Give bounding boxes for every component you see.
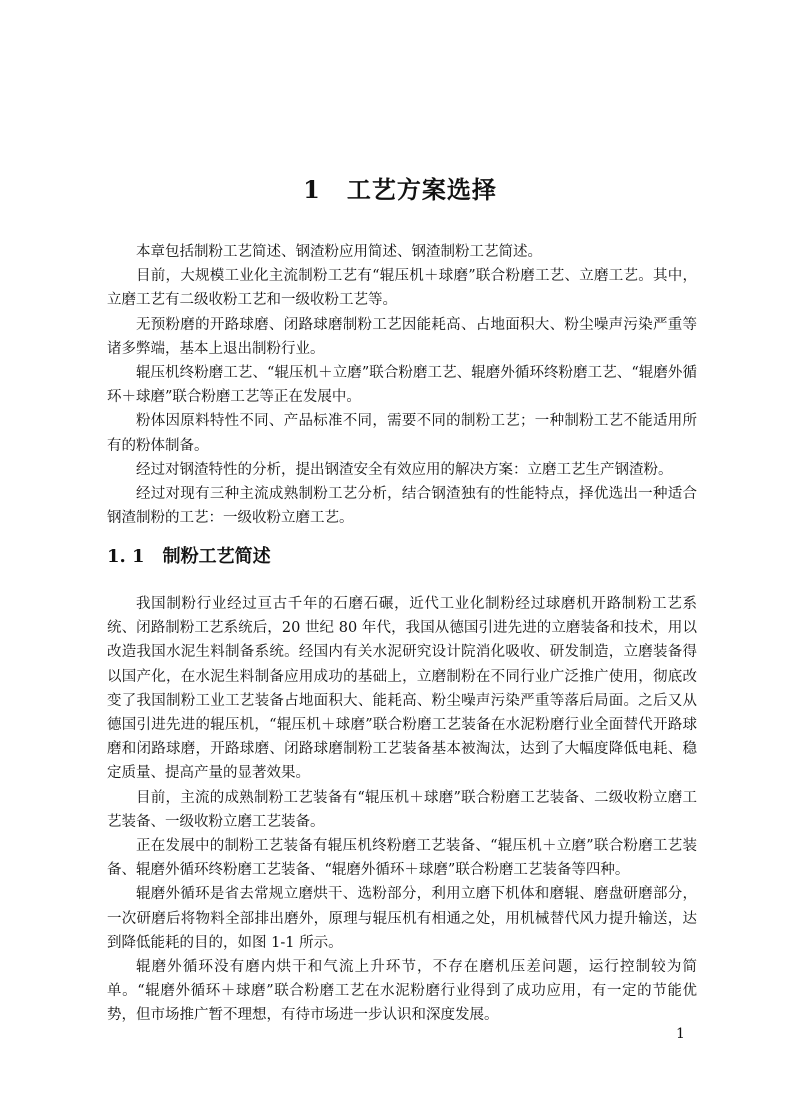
body-paragraph: 辊磨外循环是省去常规立磨烘干、选粉部分，利用立磨下机体和磨辊、磨盘研磨部分，一次研磨后将物料全部排出磨外，原理与辊压机有相通之处，用机械替代风力提升输送，达到降低能耗的目的，如图 1-1 所示。: [107, 886, 697, 951]
section-body: [107, 592, 697, 1028]
intro-paragraph: 本章包括制粉工艺简述、钢渣粉应用简述、钢渣制粉工艺简述。: [136, 244, 542, 260]
body-paragraph: 正在发展中的制粉工艺装备有辊压机终粉磨工艺装备、“辊压机＋立磨”联合粉磨工艺装备、辊磨外循环终粉磨工艺装备、“辊磨外循环＋球磨”联合粉磨工艺装备等四种。: [107, 838, 697, 879]
intro-paragraph: 目前，大规模工业化主流制粉工艺有“辊压机＋球磨”联合粉磨工艺、立磨工艺。其中，立磨工艺有二级收粉工艺和一级收粉工艺等。: [107, 268, 697, 309]
chapter-title: [0, 170, 800, 205]
body-paragraph: 辊磨外循环没有磨内烘干和气流上升环节，不存在磨机压差问题，运行控制较为简单。“辊磨外循环＋球磨”联合粉磨工艺在水泥粉磨行业得到了成功应用，有一定的节能优势，但市场推广暂不理想，有待市场进一步认识和深度发展。: [107, 959, 697, 1024]
intro-paragraph: 粉体因原料特性不同、产品标准不同，需要不同的制粉工艺；一种制粉工艺不能适用所有的粉体制备。: [107, 413, 697, 454]
intro-paragraph: 经过对现有三种主流成熟制粉工艺分析，结合钢渣独有的性能特点，择优选出一种适合钢渣制粉的工艺：一级收粉立磨工艺。: [107, 486, 697, 527]
intro-section: [107, 240, 697, 530]
intro-paragraph: 经过对钢渣特性的分析，提出钢渣安全有效应用的解决方案：立磨工艺生产钢渣粉。: [136, 461, 673, 478]
body-paragraph: 目前，主流的成熟制粉工艺装备有“辊压机＋球磨”联合粉磨工艺装备、二级收粉立磨工艺装备、一级收粉立磨工艺装备。: [107, 789, 697, 830]
intro-paragraph: 辊压机终粉磨工艺、“辊压机＋立磨”联合粉磨工艺、辊磨外循环终粉磨工艺、“辊磨外循环＋球磨”联合粉磨工艺等正在发展中。: [107, 365, 697, 406]
section-number: 1. 1: [107, 546, 145, 567]
chapter-title-text: 工艺方案选择: [346, 175, 497, 204]
section-heading: [107, 542, 271, 568]
chapter-number: 1: [303, 175, 321, 204]
body-paragraph: 我国制粉行业经过亘古千年的石磨石碾，近代工业化制粉经过球磨机开路制粉工艺系统、闭路制粉工艺系统后，20 世纪 80 年代，我国从德国引进先进的立磨装备和技术，用以改造我国水泥生料制备系统。经国内有关水泥研究设计院消化吸收、研发制造，立磨装备得以国产化，在水泥生料制备应用成功的基础上，立磨制粉在不同行业广泛推广使用，彻底改变了我国制粉工业工艺装备占地面积大、能耗高、粉尘噪声污染严重等落后局面。之后又从德国引进先进的辊压机，“辊压机＋球磨”联合粉磨工艺装备在水泥粉磨行业全面替代开路球磨和闭路球磨，开路球磨、闭路球磨制粉工艺装备基本被淘汰，达到了大幅度降低电耗、稳定质量、提高产量的显著效果。: [107, 596, 697, 782]
page-number: 1: [676, 1026, 685, 1042]
intro-paragraph: 无预粉磨的开路球磨、闭路球磨制粉工艺因能耗高、占地面积大、粉尘噪声污染严重等诸多弊端，基本上退出制粉行业。: [107, 316, 697, 357]
section-title-text: 制粉工艺简述: [162, 546, 271, 567]
